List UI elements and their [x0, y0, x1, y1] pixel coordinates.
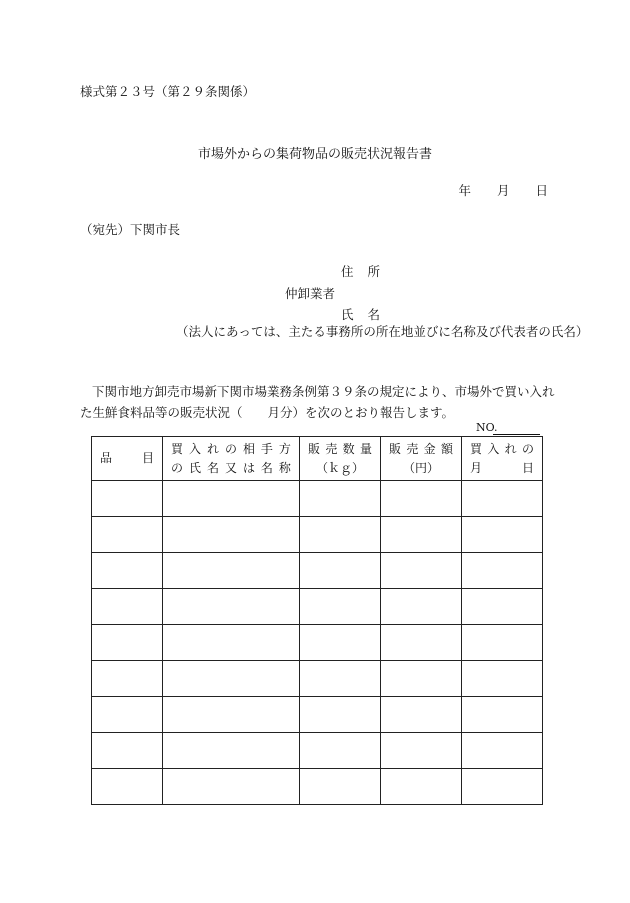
header-char: 額	[440, 441, 453, 456]
header-char: の	[224, 441, 237, 456]
cell-item[interactable]	[92, 697, 163, 733]
table-row	[92, 661, 543, 697]
cell-quantity[interactable]	[300, 553, 381, 589]
number-label: NO.	[476, 421, 498, 434]
table-body	[92, 481, 543, 805]
header-char: 数	[342, 441, 355, 456]
header-char: の	[521, 441, 534, 456]
cell-item[interactable]	[92, 517, 163, 553]
header-char: 月	[470, 460, 483, 475]
address-label-char: 住	[341, 264, 354, 279]
cell-partner[interactable]	[163, 553, 300, 589]
header-partner	[163, 437, 300, 481]
header-char: 金	[423, 441, 436, 456]
header-char: 入	[188, 441, 201, 456]
cell-purchase-date[interactable]	[462, 589, 543, 625]
table-row	[92, 697, 543, 733]
header-item	[92, 437, 163, 481]
cell-purchase-date[interactable]	[462, 517, 543, 553]
cell-partner[interactable]	[163, 481, 300, 517]
number-field-line[interactable]	[493, 434, 540, 435]
report-body-text: 下関市地方卸売市場新下関市場業務条例第３９条の規定により、市場外で買い入れた生鮮食料品等の販売状況（ 月分）を次のとおり報告します。	[80, 384, 555, 420]
cell-purchase-date[interactable]	[462, 661, 543, 697]
year-label: 年	[458, 183, 471, 198]
cell-partner[interactable]	[163, 517, 300, 553]
sales-report-table	[91, 436, 543, 805]
cell-quantity[interactable]	[300, 589, 381, 625]
header-amount	[381, 437, 462, 481]
cell-amount[interactable]	[381, 661, 462, 697]
cell-amount[interactable]	[381, 517, 462, 553]
cell-item[interactable]	[92, 553, 163, 589]
cell-partner[interactable]	[163, 769, 300, 805]
cell-amount[interactable]	[381, 481, 462, 517]
header-char: 買	[470, 441, 483, 456]
header-char: 方	[278, 441, 291, 456]
name-label-char: 氏	[341, 307, 354, 322]
cell-purchase-date[interactable]	[462, 625, 543, 661]
header-char: 日	[521, 460, 534, 475]
header-char: の	[171, 460, 184, 475]
header-char: は	[242, 460, 255, 475]
cell-quantity[interactable]	[300, 769, 381, 805]
date-line	[458, 181, 548, 199]
table-row	[92, 733, 543, 769]
header-char: 目	[141, 451, 154, 465]
cell-partner[interactable]	[163, 625, 300, 661]
table-header-row	[92, 437, 543, 481]
cell-partner[interactable]	[163, 661, 300, 697]
header-char: 入	[487, 441, 500, 456]
cell-item[interactable]	[92, 661, 163, 697]
role-label: 仲卸業者	[285, 286, 336, 301]
cell-item[interactable]	[92, 589, 163, 625]
cell-amount[interactable]	[381, 733, 462, 769]
header-char: 品	[100, 451, 113, 465]
header-char: 売	[325, 441, 338, 456]
cell-quantity[interactable]	[300, 733, 381, 769]
table-row	[92, 769, 543, 805]
name-label-char: 名	[367, 307, 381, 322]
cell-item[interactable]	[92, 769, 163, 805]
header-char: 買	[171, 441, 184, 456]
cell-item[interactable]	[92, 481, 163, 517]
cell-quantity[interactable]	[300, 517, 381, 553]
header-char: 名	[260, 460, 273, 475]
header-quantity-unit: （ｋｇ）	[315, 460, 364, 475]
header-char: 又	[224, 460, 237, 475]
table-row	[92, 517, 543, 553]
cell-amount[interactable]	[381, 697, 462, 733]
corporate-note: （法人にあっては、主たる事務所の所在地並びに名称及び代表者の氏名）	[176, 324, 589, 339]
addressee: （宛先）下関市長	[80, 222, 181, 237]
table-row	[92, 481, 543, 517]
cell-amount[interactable]	[381, 589, 462, 625]
table-row	[92, 589, 543, 625]
cell-quantity[interactable]	[300, 697, 381, 733]
cell-partner[interactable]	[163, 589, 300, 625]
cell-quantity[interactable]	[300, 481, 381, 517]
header-char: 販	[389, 441, 402, 456]
header-char: 氏	[188, 460, 201, 475]
month-label: 月	[496, 183, 510, 198]
cell-purchase-date[interactable]	[462, 697, 543, 733]
name-label	[341, 305, 380, 323]
cell-quantity[interactable]	[300, 661, 381, 697]
cell-purchase-date[interactable]	[462, 553, 543, 589]
header-char: れ	[504, 441, 517, 456]
header-char: 相	[242, 441, 255, 456]
cell-partner[interactable]	[163, 733, 300, 769]
cell-amount[interactable]	[381, 625, 462, 661]
cell-purchase-date[interactable]	[462, 481, 543, 517]
form-number: 様式第２３号（第２９条関係）	[80, 84, 256, 99]
table-row	[92, 625, 543, 661]
header-amount-unit: （円）	[402, 460, 439, 475]
header-char: 手	[260, 441, 273, 456]
document-title: 市場外からの集荷物品の販売状況報告書	[197, 147, 432, 162]
header-char: 販	[308, 441, 321, 456]
header-char: れ	[206, 441, 219, 456]
header-char: 名	[206, 460, 219, 475]
cell-amount[interactable]	[381, 769, 462, 805]
cell-item[interactable]	[92, 733, 163, 769]
day-label: 日	[535, 183, 548, 198]
header-quantity	[300, 437, 381, 481]
header-char: 量	[359, 441, 372, 456]
cell-item[interactable]	[92, 625, 163, 661]
header-char: 称	[278, 460, 291, 475]
address-label	[341, 262, 380, 280]
header-purchase-date	[462, 437, 543, 481]
cell-purchase-date[interactable]	[462, 769, 543, 805]
cell-quantity[interactable]	[300, 625, 381, 661]
cell-amount[interactable]	[381, 553, 462, 589]
table-row	[92, 553, 543, 589]
cell-partner[interactable]	[163, 697, 300, 733]
cell-purchase-date[interactable]	[462, 733, 543, 769]
header-char: 売	[406, 441, 419, 456]
address-label-char: 所	[367, 264, 381, 279]
